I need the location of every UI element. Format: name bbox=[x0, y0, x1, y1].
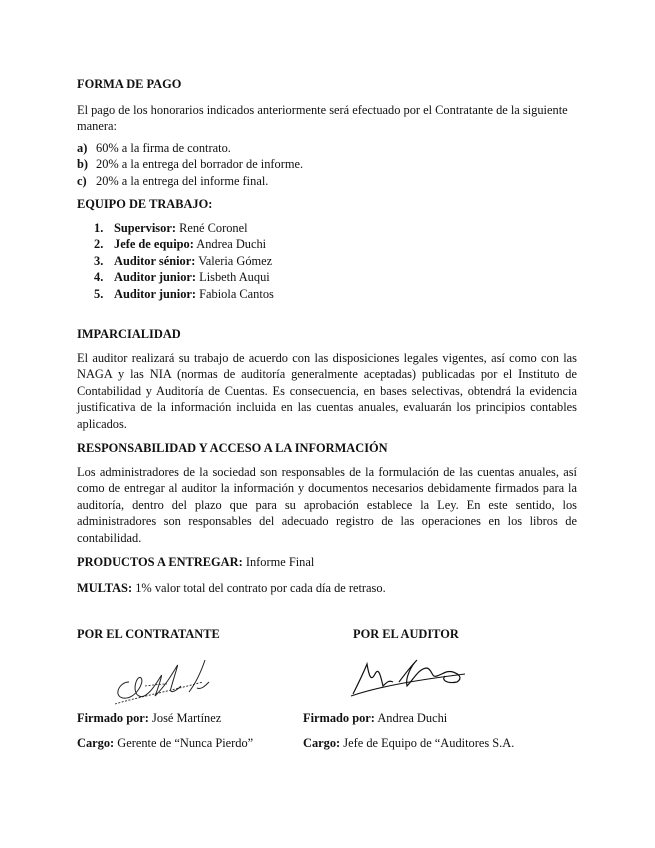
contratante-column bbox=[77, 626, 317, 643]
imparcialidad-heading: IMPARCIALIDAD bbox=[77, 327, 181, 341]
list-number: 4. bbox=[94, 270, 104, 284]
productos-value: Informe Final bbox=[245, 555, 315, 569]
list-item bbox=[77, 140, 577, 157]
list-marker: c) bbox=[77, 173, 87, 188]
productos-label: PRODUCTOS A ENTREGAR: bbox=[77, 555, 243, 569]
list-marker: b) bbox=[77, 157, 89, 171]
member-role: Auditor junior: bbox=[114, 270, 197, 284]
payment-list bbox=[77, 140, 577, 190]
cargo-label: Cargo: bbox=[303, 735, 341, 750]
multas-line bbox=[77, 580, 577, 597]
multas-label: MULTAS: bbox=[77, 580, 133, 595]
cargo-label: Cargo: bbox=[77, 735, 115, 750]
member-name: Andrea Duchi bbox=[196, 237, 267, 251]
cargo-value: Jefe de Equipo de “Auditores S.A. bbox=[343, 735, 515, 750]
member-name: Fabiola Cantos bbox=[199, 286, 274, 301]
list-item bbox=[94, 236, 577, 253]
responsabilidad-heading: RESPONSABILIDAD Y ACCESO A LA INFORMACIÓN bbox=[77, 441, 388, 455]
list-number: 3. bbox=[94, 253, 104, 268]
list-item-text: 20% a la entrega del informe final. bbox=[96, 173, 269, 188]
signed-label: Firmado por: bbox=[303, 711, 375, 725]
equipo-heading: EQUIPO DE TRABAJO: bbox=[77, 197, 213, 211]
member-role: Supervisor: bbox=[114, 220, 176, 235]
contratante-cargo-line bbox=[77, 735, 317, 752]
member-name: René Coronel bbox=[179, 220, 248, 235]
cargo-value: Gerente de “Nunca Pierdo” bbox=[117, 735, 254, 750]
contratante-header: POR EL CONTRATANTE bbox=[77, 627, 220, 641]
list-item-text: 60% a la firma de contrato. bbox=[96, 140, 231, 155]
member-role: Jefe de equipo: bbox=[114, 237, 194, 251]
list-number: 5. bbox=[94, 286, 104, 301]
contratante-details bbox=[77, 710, 317, 751]
auditor-signed-line bbox=[303, 710, 633, 727]
list-number: 1. bbox=[94, 220, 104, 235]
list-number: 2. bbox=[94, 237, 104, 251]
auditor-details bbox=[303, 710, 633, 751]
signed-label: Firmado por: bbox=[77, 711, 149, 725]
team-list bbox=[94, 220, 577, 303]
contratante-signature bbox=[105, 652, 215, 712]
forma-pago-heading: FORMA DE PAGO bbox=[77, 77, 182, 91]
document-body bbox=[77, 76, 577, 596]
list-item bbox=[94, 286, 577, 303]
list-item-text: 20% a la entrega del borrador de informe. bbox=[96, 157, 304, 171]
multas-value: 1% valor total del contrato por cada día de retraso. bbox=[135, 580, 386, 595]
list-item bbox=[77, 156, 577, 173]
member-role: Auditor junior: bbox=[114, 286, 197, 301]
productos-line bbox=[77, 554, 577, 571]
member-name: Lisbeth Auqui bbox=[199, 270, 270, 284]
forma-pago-intro: El pago de los honorarios indicados anteriormente será efectuado por el Contratante de la siguiente manera: bbox=[77, 102, 568, 133]
member-role: Auditor sénior: bbox=[114, 253, 196, 268]
list-item bbox=[94, 253, 577, 270]
auditor-signature bbox=[347, 652, 477, 702]
signature-section bbox=[77, 626, 637, 756]
imparcialidad-text: El auditor realizará su trabajo de acuerdo con las disposiciones legales vigentes, así como con las NAGA y las NIA (normas de auditoría generalmente aceptadas) publicadas por el Instituto de Contabilidad y Auditoría de Cuentas. Es consecuencia, en bases selectivas, obtendrá la evidencia justificativa de la información incluida en las cuentas anuales, evaluarán los principios contables aplicados. bbox=[77, 350, 577, 431]
responsabilidad-text: Los administradores de la sociedad son responsables de la formulación de las cuentas anuales, así como de entregar al auditor la información y documentos necesarios debidamente firmados para la auditoría, dentro del plazo que para su aprobación establece la Ley. En este sentido, los administradores son responsables del adecuado registro de las operaciones en los libros de contabilidad. bbox=[77, 464, 577, 545]
list-marker: a) bbox=[77, 140, 88, 155]
list-item bbox=[77, 173, 577, 190]
list-item bbox=[94, 220, 577, 237]
auditor-cargo-line bbox=[303, 735, 633, 752]
auditor-header: POR EL AUDITOR bbox=[353, 627, 459, 641]
member-name: Valeria Gómez bbox=[198, 253, 273, 268]
auditor-column bbox=[353, 626, 553, 643]
contratante-signed-line bbox=[77, 710, 317, 727]
signed-name: Andrea Duchi bbox=[377, 711, 448, 725]
signed-name: José Martínez bbox=[152, 711, 222, 725]
list-item bbox=[94, 269, 577, 286]
